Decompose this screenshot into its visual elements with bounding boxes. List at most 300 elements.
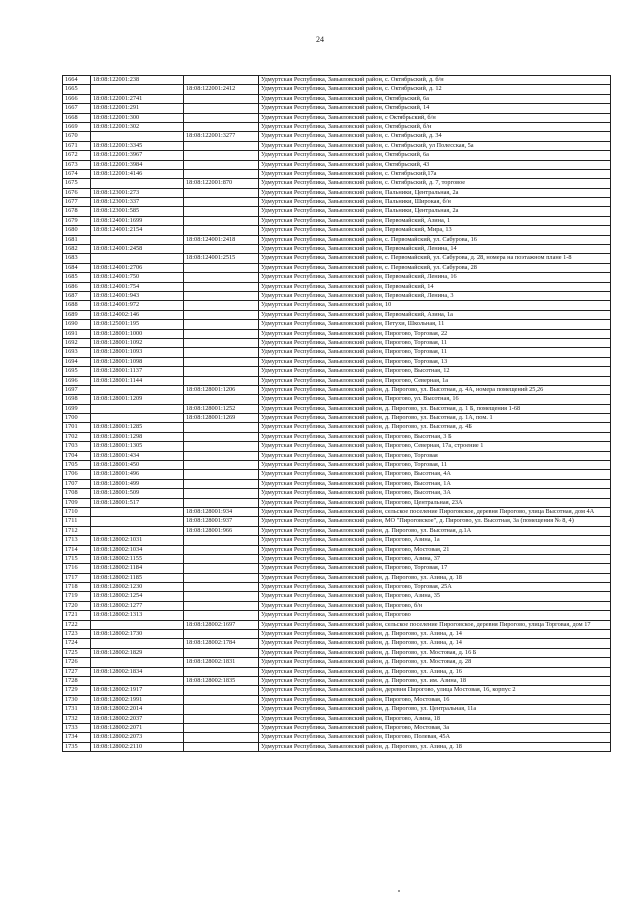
address: Удмуртская Республика, Завьяловский район, Первомайский, Мира, 13 [259,226,611,235]
table-row [63,526,611,535]
table-row [63,310,611,319]
cadastral-number-building [184,498,259,507]
table-row [63,348,611,357]
row-number: 1677 [63,198,91,207]
row-number: 1694 [63,357,91,366]
cadastral-number-building: 18:08:128002:1831 [184,658,259,667]
table-row [63,245,611,254]
row-number: 1711 [63,517,91,526]
table-row [63,564,611,573]
row-number: 1683 [63,254,91,263]
row-number: 1725 [63,648,91,657]
row-number: 1685 [63,273,91,282]
table-row [63,179,611,188]
cadastral-number-land: 18:08:128002:1313 [91,611,184,620]
table-row [63,395,611,404]
cadastral-number-land: 18:08:128001:509 [91,489,184,498]
cadastral-number-building [184,169,259,178]
cadastral-number-land: 18:08:123001:585 [91,207,184,216]
cadastral-number-building [184,329,259,338]
address: Удмуртская Республика, Завьяловский район, д. Пирогово, ул. Азина, д. 14 [259,630,611,639]
cadastral-number-land [91,526,184,535]
cadastral-number-land: 18:08:128002:2073 [91,733,184,742]
cadastral-number-land [91,85,184,94]
cadastral-number-land: 18:08:128001:1137 [91,367,184,376]
table-row [63,329,611,338]
address: Удмуртская Республика, Завьяловский район, Пирогово, Высотная, 4А [259,470,611,479]
address: Удмуртская Республика, Завьяловский район, Пирогово, Высотная, 3 Б [259,432,611,441]
table-row [63,611,611,620]
address: Удмуртская Республика, Завьяловский район, Пирогово, Северная, 1а [259,376,611,385]
cadastral-number-land: 18:08:128002:1277 [91,601,184,610]
cadastral-number-land: 18:08:128001:1298 [91,432,184,441]
cadastral-number-land: 18:08:122001:3345 [91,141,184,150]
cadastral-number-land: 18:08:122001:2741 [91,94,184,103]
row-number: 1686 [63,282,91,291]
row-number: 1691 [63,329,91,338]
address: Удмуртская Республика, Завьяловский район, Пирогово, Полевая, 45А [259,733,611,742]
scan-speck [398,890,400,892]
cadastral-number-building [184,245,259,254]
address: Удмуртская Республика, Завьяловский район, Пальники, Широкая, б/н [259,198,611,207]
address: Удмуртская Республика, Завьяловский район, д. Пирогово, ул. Азина, д. 18 [259,573,611,582]
address: Удмуртская Республика, Завьяловский район, Первомайский, Азина, 1а [259,310,611,319]
table-row [63,667,611,676]
cadastral-number-land: 18:08:128002:1184 [91,564,184,573]
cadastral-number-building [184,733,259,742]
address: Удмуртская Республика, Завьяловский район, д. Пирогово, ул. Азина, д. 16 [259,667,611,676]
address: Удмуртская Республика, Завьяловский район, Первомайский, Ленина, 16 [259,273,611,282]
cadastral-number-building [184,348,259,357]
cadastral-number-building [184,545,259,554]
address: Удмуртская Республика, Завьяловский район, Пирогово, Азина, 35 [259,592,611,601]
table-row [63,695,611,704]
address: Удмуртская Республика, Завьяловский район, Пирогово, Азина, 1а [259,536,611,545]
table-row [63,507,611,516]
address: Удмуртская Республика, Завьяловский район, Первомайский, 14 [259,282,611,291]
table-row [63,639,611,648]
cadastral-number-building: 18:08:128002:1835 [184,677,259,686]
cadastral-number-building [184,630,259,639]
cadastral-number-land: 18:08:122001:3984 [91,160,184,169]
row-number: 1676 [63,188,91,197]
cadastral-number-building [184,461,259,470]
page-number: 24 [316,35,324,44]
cadastral-number-land: 18:08:124001:2458 [91,245,184,254]
cadastral-number-building [184,742,259,751]
table-body [63,76,611,752]
address: Удмуртская Республика, Завьяловский район, Пирогово, Торговая, 11 [259,338,611,347]
table-row [63,113,611,122]
address: Удмуртская Республика, Завьяловский район, д. Пирогово, ул. Мостовая, д. 28 [259,658,611,667]
cadastral-number-building [184,395,259,404]
address: Удмуртская Республика, Завьяловский район, Пирогово, Мостовая, 3а [259,723,611,732]
cadastral-number-land: 18:08:128001:1092 [91,338,184,347]
cadastral-number-building [184,141,259,150]
address: Удмуртская Республика, Завьяловский район, Октябрьский, 14 [259,104,611,113]
table-row [63,235,611,244]
address: Удмуртская Республика, Завьяловский район, Октябрьский, 6а [259,94,611,103]
table-row [63,254,611,263]
address: Удмуртская Республика, Завьяловский район, Пирогово, Торговая, 25А [259,583,611,592]
cadastral-number-land: 18:08:124001:972 [91,301,184,310]
table-row [63,320,611,329]
address: Удмуртская Республика, Завьяловский район, Петухи, Школьная, 11 [259,320,611,329]
cadastral-number-building [184,667,259,676]
address: Удмуртская Республика, Завьяловский район, д. Пирогово, ул. Высотная, д. 4Б [259,423,611,432]
row-number: 1699 [63,404,91,413]
table-row [63,85,611,94]
table-row [63,216,611,225]
table-row [63,385,611,394]
table-row [63,404,611,413]
cadastral-number-land [91,507,184,516]
row-number: 1729 [63,686,91,695]
row-number: 1730 [63,695,91,704]
table-row [63,104,611,113]
table-row [63,479,611,488]
address: Удмуртская Республика, Завьяловский район, сельское поселение Пироговское, деревня Пирогово, улица Торговая, дом 17 [259,620,611,629]
table-row [63,470,611,479]
table-row [63,226,611,235]
row-number: 1715 [63,554,91,563]
cadastral-number-land: 18:08:128002:2071 [91,723,184,732]
cadastral-number-building [184,489,259,498]
cadastral-number-land [91,254,184,263]
cadastral-number-building [184,104,259,113]
table-row [63,432,611,441]
cadastral-number-land: 18:08:128002:1829 [91,648,184,657]
cadastral-number-building [184,442,259,451]
table-row [63,686,611,695]
cadastral-number-land: 18:08:128001:1209 [91,395,184,404]
row-number: 1671 [63,141,91,150]
row-number: 1710 [63,507,91,516]
table-row [63,301,611,310]
row-number: 1735 [63,742,91,751]
row-number: 1687 [63,291,91,300]
address: Удмуртская Республика, Завьяловский район, Первомайский, Ленина, 14 [259,245,611,254]
cadastral-number-building [184,564,259,573]
table-row [63,151,611,160]
table-row [63,536,611,545]
cadastral-number-building [184,226,259,235]
address: Удмуртская Республика, Завьяловский район, с. Октябрьский, д. 34 [259,132,611,141]
address: Удмуртская Республика, Завьяловский район, д. Пирогово, ул. Азина, д. 14 [259,639,611,648]
row-number: 1681 [63,235,91,244]
address: Удмуртская Республика, Завьяловский район, д. Пирогово, ул. Высотная, д. 1А, пом. 1 [259,414,611,423]
address: Удмуртская Республика, Завьяловский район, Пирогово, Высотная, 1А [259,479,611,488]
cadastral-number-building [184,686,259,695]
table-row [63,423,611,432]
cadastral-number-building [184,216,259,225]
table-row [63,76,611,85]
cadastral-number-building [184,76,259,85]
cadastral-number-land: 18:08:128002:1031 [91,536,184,545]
table-row [63,141,611,150]
cadastral-number-land [91,517,184,526]
row-number: 1714 [63,545,91,554]
row-number: 1727 [63,667,91,676]
cadastral-number-land: 18:08:128002:1185 [91,573,184,582]
address: Удмуртская Республика, Завьяловский район, Пирогово, Торговая, 11 [259,461,611,470]
row-number: 1723 [63,630,91,639]
cadastral-number-building: 18:08:128001:966 [184,526,259,535]
cadastral-number-building: 18:08:124001:2418 [184,235,259,244]
cadastral-number-land: 18:08:128002:1254 [91,592,184,601]
cadastral-number-building [184,611,259,620]
row-number: 1733 [63,723,91,732]
table-row [63,122,611,131]
table-row [63,414,611,423]
row-number: 1731 [63,705,91,714]
cadastral-number-land: 18:08:122001:238 [91,76,184,85]
table-row [63,498,611,507]
table-row [63,592,611,601]
cadastral-number-land: 18:08:128001:499 [91,479,184,488]
address: Удмуртская Республика, Завьяловский район, Пальники, Центральная, 2а [259,207,611,216]
cadastral-number-building: 18:08:128001:1252 [184,404,259,413]
table-row [63,714,611,723]
property-register-table [62,75,611,752]
address: Удмуртская Республика, Завьяловский район, Октябрьский, 6а [259,151,611,160]
cadastral-number-land: 18:08:123001:337 [91,198,184,207]
row-number: 1705 [63,461,91,470]
row-number: 1722 [63,620,91,629]
row-number: 1721 [63,611,91,620]
address: Удмуртская Республика, Завьяловский район, Пирогово, Торговая [259,451,611,460]
row-number: 1709 [63,498,91,507]
cadastral-number-building [184,367,259,376]
cadastral-number-building [184,151,259,160]
cadastral-number-land: 18:08:122001:4146 [91,169,184,178]
row-number: 1732 [63,714,91,723]
address: Удмуртская Республика, Завьяловский район, Пирогово, Торговая, 17 [259,564,611,573]
cadastral-number-building: 18:08:122001:3277 [184,132,259,141]
table-row [63,545,611,554]
cadastral-number-land: 18:08:122001:300 [91,113,184,122]
cadastral-number-land: 18:08:124001:750 [91,273,184,282]
address: Удмуртская Республика, Завьяловский район, с. Октябрьский, д. б/н [259,76,611,85]
cadastral-number-building [184,451,259,460]
cadastral-number-land: 18:08:122001:3967 [91,151,184,160]
row-number: 1690 [63,320,91,329]
row-number: 1724 [63,639,91,648]
cadastral-number-building [184,207,259,216]
cadastral-number-building [184,554,259,563]
row-number: 1716 [63,564,91,573]
table-row [63,338,611,347]
address: Удмуртская Республика, Завьяловский район, с. Первомайский, ул. Сабурова, 28 [259,263,611,272]
cadastral-number-land [91,639,184,648]
row-number: 1704 [63,451,91,460]
cadastral-number-land [91,414,184,423]
row-number: 1719 [63,592,91,601]
row-number: 1667 [63,104,91,113]
table-row [63,573,611,582]
row-number: 1669 [63,122,91,131]
address: Удмуртская Республика, Завьяловский район, сельское поселение Пироговское, деревня Пирогово, улица Высотная, дом 4А [259,507,611,516]
cadastral-number-building: 18:08:128001:1206 [184,385,259,394]
address: Удмуртская Республика, Завьяловский район, д. Пирогово, ул. Высотная, д.1А [259,526,611,535]
address: Удмуртская Республика, Завьяловский район, д. Пирогово, ул. Азина, д. 18 [259,742,611,751]
table-row [63,677,611,686]
row-number: 1678 [63,207,91,216]
table-row [63,188,611,197]
cadastral-number-land: 18:08:124001:943 [91,291,184,300]
table-row [63,263,611,272]
cadastral-number-land: 18:08:124001:2706 [91,263,184,272]
address: Удмуртская Республика, Завьяловский район, д. Пирогово, ул. Центральная, 11а [259,705,611,714]
table-row [63,620,611,629]
row-number: 1703 [63,442,91,451]
cadastral-number-building: 18:08:128002:1697 [184,620,259,629]
cadastral-number-building [184,198,259,207]
table-row [63,451,611,460]
address: Удмуртская Республика, Завьяловский район, с. Первомайский, ул. Сабурова, 16 [259,235,611,244]
table-row [63,630,611,639]
cadastral-number-land: 18:08:128001:1305 [91,442,184,451]
address: Удмуртская Республика, Завьяловский район, Пирогово, Высотная, 12 [259,367,611,376]
address: Удмуртская Республика, Завьяловский район, Первомайский, Ленина, 3 [259,291,611,300]
table-row [63,742,611,751]
address: Удмуртская Республика, Завьяловский район, д. Пирогово, ул. Мостовая, д. 16 Б [259,648,611,657]
cadastral-number-land [91,385,184,394]
cadastral-number-land: 18:08:128001:1144 [91,376,184,385]
cadastral-number-building [184,714,259,723]
address: Удмуртская Республика, Завьяловский район, Пирогово, Торговая, 13 [259,357,611,366]
table-row [63,160,611,169]
cadastral-number-building [184,113,259,122]
table-row [63,658,611,667]
table-row [63,705,611,714]
row-number: 1695 [63,367,91,376]
row-number: 1708 [63,489,91,498]
table-row [63,169,611,178]
row-number: 1696 [63,376,91,385]
cadastral-number-land [91,132,184,141]
cadastral-number-building: 18:08:122001:870 [184,179,259,188]
table-row [63,132,611,141]
row-number: 1717 [63,573,91,582]
cadastral-number-building [184,320,259,329]
cadastral-number-building [184,573,259,582]
cadastral-number-building: 18:08:122001:2412 [184,85,259,94]
row-number: 1728 [63,677,91,686]
cadastral-number-land: 18:08:125001:195 [91,320,184,329]
row-number: 1670 [63,132,91,141]
cadastral-number-building [184,695,259,704]
row-number: 1689 [63,310,91,319]
cadastral-number-land: 18:08:128002:1730 [91,630,184,639]
table-row [63,733,611,742]
cadastral-number-building [184,470,259,479]
row-number: 1688 [63,301,91,310]
address: Удмуртская Республика, Завьяловский район, Пирогово, Северная, 17а, строение 1 [259,442,611,451]
cadastral-number-land: 18:08:128002:1230 [91,583,184,592]
address: Удмуртская Республика, Завьяловский район, д. Пирогово, ул. Высотная, д. 4А, номера помещений 25,26 [259,385,611,394]
row-number: 1684 [63,263,91,272]
table-row [63,583,611,592]
address: Удмуртская Республика, Завьяловский район, с. Октябрьский, д. 12 [259,85,611,94]
cadastral-number-building [184,263,259,272]
cadastral-number-building: 18:08:128002:1784 [184,639,259,648]
row-number: 1666 [63,94,91,103]
row-number: 1706 [63,470,91,479]
cadastral-number-land [91,235,184,244]
table-row [63,376,611,385]
row-number: 1675 [63,179,91,188]
table-row [63,198,611,207]
cadastral-number-building [184,301,259,310]
row-number: 1693 [63,348,91,357]
cadastral-number-building: 18:08:124001:2515 [184,254,259,263]
cadastral-number-land: 18:08:124001:1699 [91,216,184,225]
cadastral-number-land: 18:08:128002:1034 [91,545,184,554]
address: Удмуртская Республика, Завьяловский район, с Октябрьский, б/н [259,113,611,122]
address: Удмуртская Республика, Завьяловский район, с. Октябрьский,17а [259,169,611,178]
table-row [63,489,611,498]
cadastral-number-building [184,601,259,610]
row-number: 1673 [63,160,91,169]
address: Удмуртская Республика, Завьяловский район, Пирогово, Азина, 37 [259,554,611,563]
address: Удмуртская Республика, Завьяловский район, Пирогово, б/н [259,601,611,610]
cadastral-number-building [184,94,259,103]
cadastral-number-building [184,160,259,169]
row-number: 1674 [63,169,91,178]
table-row [63,554,611,563]
row-number: 1682 [63,245,91,254]
cadastral-number-land: 18:08:128002:1155 [91,554,184,563]
cadastral-number-land: 18:08:128002:1991 [91,695,184,704]
row-number: 1713 [63,536,91,545]
cadastral-number-land: 18:08:128001:496 [91,470,184,479]
address: Удмуртская Республика, Завьяловский район, Пальники, Центральная, 2а [259,188,611,197]
address: Удмуртская Республика, Завьяловский район, Пирогово [259,611,611,620]
address: Удмуртская Республика, Завьяловский район, деревня Пирогово, улица Мостовая, 16, корпус 2 [259,686,611,695]
cadastral-number-land: 18:08:123001:273 [91,188,184,197]
cadastral-number-building [184,432,259,441]
cadastral-number-land: 18:08:128001:1093 [91,348,184,357]
cadastral-number-building [184,376,259,385]
cadastral-number-land: 18:08:128001:434 [91,451,184,460]
cadastral-number-building: 18:08:128001:934 [184,507,259,516]
table-row [63,367,611,376]
cadastral-number-building [184,188,259,197]
cadastral-number-building [184,648,259,657]
row-number: 1726 [63,658,91,667]
address: Удмуртская Республика, Завьяловский район, с. Октябрьский, д. 7, торговое [259,179,611,188]
table-row [63,517,611,526]
table-row [63,273,611,282]
cadastral-number-building [184,423,259,432]
cadastral-number-land: 18:08:124001:754 [91,282,184,291]
cadastral-number-building [184,592,259,601]
cadastral-number-building: 18:08:128001:1269 [184,414,259,423]
row-number: 1712 [63,526,91,535]
address: Удмуртская Республика, Завьяловский район, Пирогово, ул. Высотная, 16 [259,395,611,404]
address: Удмуртская Республика, Завьяловский район, Октябрьский, 43 [259,160,611,169]
row-number: 1664 [63,76,91,85]
cadastral-number-building [184,122,259,131]
cadastral-number-land [91,658,184,667]
table-row [63,601,611,610]
table-row [63,723,611,732]
row-number: 1680 [63,226,91,235]
cadastral-number-land [91,620,184,629]
cadastral-number-building [184,338,259,347]
cadastral-number-land: 18:08:128002:2110 [91,742,184,751]
